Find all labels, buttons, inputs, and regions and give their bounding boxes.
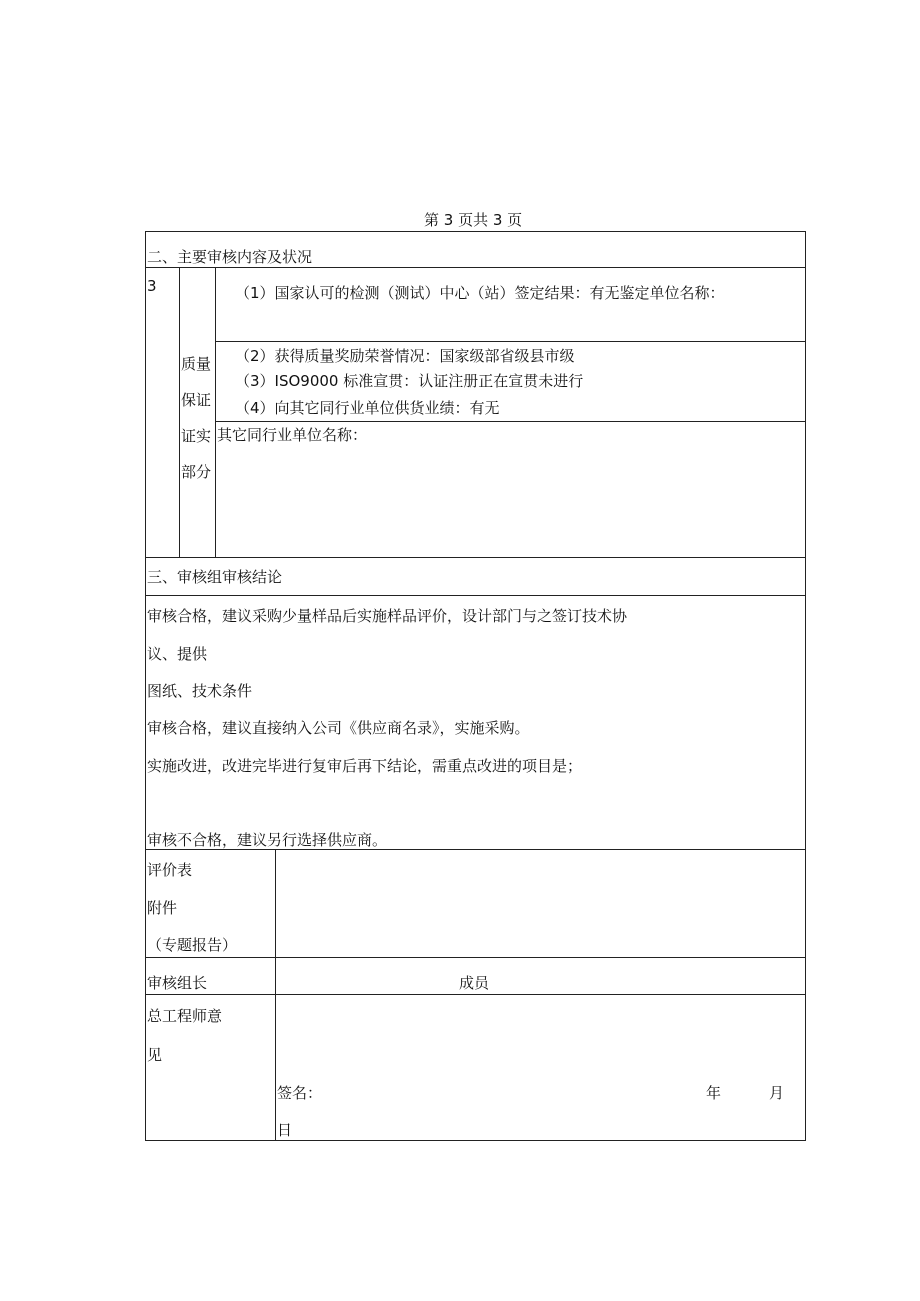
date-day: 日 bbox=[277, 1121, 293, 1139]
row-number: 3 bbox=[147, 277, 157, 295]
conclusion-line: 审核合格，建议采购少量样品后实施样品评价，设计部门与之签订技术协 bbox=[147, 607, 628, 625]
chief-engineer-label: 总工程师意 bbox=[147, 1007, 223, 1025]
item-3: （3）ISO9000 标准宣贯：认证注册正在宣贯未进行 bbox=[235, 372, 584, 390]
conclusion-line: 议、提供 bbox=[147, 645, 208, 663]
team-leader-label: 审核组长 bbox=[147, 974, 208, 992]
section3-title: 三、审核组审核结论 bbox=[147, 568, 283, 586]
table-divider bbox=[145, 557, 806, 558]
table-divider bbox=[275, 849, 276, 1141]
chief-engineer-label: 见 bbox=[147, 1046, 163, 1064]
table-divider bbox=[145, 957, 806, 958]
category-label: 保证 bbox=[181, 391, 212, 409]
table-divider bbox=[145, 849, 806, 850]
table-border-right bbox=[805, 231, 806, 1141]
category-label: 部分 bbox=[181, 463, 212, 481]
conclusion-line: 审核不合格，建议另行选择供应商。 bbox=[147, 831, 388, 849]
conclusion-line: 实施改进，改进完毕进行复审后再下结论，需重点改进的项目是； bbox=[147, 757, 583, 775]
team-member-label: 成员 bbox=[459, 974, 490, 992]
conclusion-line: 图纸、技术条件 bbox=[147, 682, 253, 700]
table-divider bbox=[145, 994, 806, 995]
category-label: 质量 bbox=[181, 355, 212, 373]
table-border-top bbox=[145, 231, 806, 232]
table-divider bbox=[215, 341, 806, 342]
attachment-label: 评价表 bbox=[147, 861, 193, 879]
page-info: 第 3 页共 3 页 bbox=[424, 211, 523, 229]
date-year: 年 bbox=[706, 1084, 722, 1102]
table-border-bottom bbox=[145, 1140, 806, 1141]
date-month: 月 bbox=[769, 1084, 785, 1102]
category-label: 证实 bbox=[181, 427, 212, 445]
conclusion-line: 审核合格，建议直接纳入公司《供应商名录》，实施采购。 bbox=[147, 719, 530, 737]
table-border-left bbox=[145, 231, 146, 1141]
item-1: （1）国家认可的检测（测试）中心（站）签定结果：有无鉴定单位名称： bbox=[235, 284, 725, 302]
table-divider bbox=[145, 595, 806, 596]
table-divider bbox=[179, 267, 180, 558]
signature-label: 签名： bbox=[277, 1084, 323, 1102]
item-2: （2）获得质量奖励荣誉情况：国家级部省级县市级 bbox=[235, 347, 575, 365]
table-divider bbox=[215, 267, 216, 558]
table-divider bbox=[215, 421, 806, 422]
item-4: （4）向其它同行业单位供货业绩：有无 bbox=[235, 399, 500, 417]
other-units-label: 其它同行业单位名称： bbox=[217, 426, 368, 444]
attachment-label: 附件 bbox=[147, 899, 178, 917]
attachment-label: （专题报告） bbox=[147, 936, 238, 954]
table-divider bbox=[145, 267, 806, 268]
section2-title: 二、主要审核内容及状况 bbox=[147, 248, 313, 266]
